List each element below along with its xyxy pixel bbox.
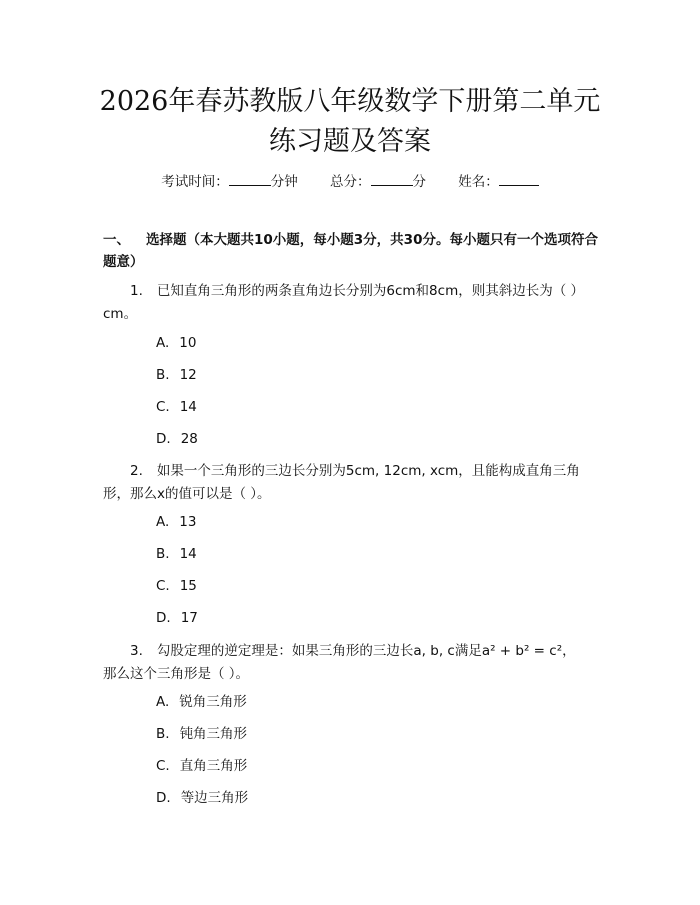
- exam-time-field: [161, 174, 298, 190]
- option-label: B.: [156, 367, 170, 383]
- exam-info-line: [0, 170, 700, 190]
- question-2-option-c: [156, 576, 197, 596]
- question-1-option-a: [156, 333, 196, 353]
- option-label: C.: [156, 758, 170, 774]
- question-number: 2.: [130, 463, 143, 479]
- student-name-blank: [499, 173, 539, 186]
- total-score-blank: [371, 173, 413, 186]
- option-text: 13: [179, 514, 197, 530]
- total-score-label: 总分：: [330, 174, 371, 190]
- option-text: 锐角三角形: [179, 694, 247, 710]
- section-heading: [103, 229, 603, 273]
- option-label: B.: [156, 726, 170, 742]
- option-label: C.: [156, 578, 170, 594]
- option-text: 钝角三角形: [179, 726, 248, 742]
- question-text: 如果一个三角形的三边长分别为5cm, 12cm, xcm，且能构成直角三角形，那么x的值可以是（ ）。: [103, 463, 580, 502]
- option-label: D.: [156, 790, 171, 806]
- question-2-option-b: [156, 544, 197, 564]
- option-label: D.: [156, 610, 171, 626]
- option-text: 28: [180, 431, 198, 447]
- question-2: [103, 460, 581, 506]
- option-label: B.: [156, 546, 170, 562]
- question-1-option-d: [156, 429, 198, 449]
- question-1-option-c: [156, 397, 197, 417]
- exam-time-unit: 分钟: [270, 174, 298, 190]
- total-score-unit: 分: [412, 174, 426, 190]
- question-text: 已知直角三角形的两条直角边长分别为6cm和8cm，则其斜边长为（ ）cm。: [103, 283, 578, 322]
- student-name-field: [458, 174, 539, 190]
- option-label: A.: [156, 335, 170, 351]
- option-label: C.: [156, 399, 170, 415]
- option-text: 14: [179, 399, 197, 415]
- option-label: D.: [156, 431, 171, 447]
- question-number: 1.: [130, 283, 143, 299]
- total-score-field: [330, 174, 426, 190]
- question-3-option-b: [156, 724, 247, 744]
- option-text: 10: [179, 335, 197, 351]
- question-2-option-a: [156, 512, 196, 532]
- question-text: 勾股定理的逆定理是：如果三角形的三边长a, b, c满足a² + b² = c²，那么这个三角形是（ ）。: [103, 643, 576, 682]
- option-label: A.: [156, 514, 170, 530]
- option-text: 17: [180, 610, 198, 626]
- option-text: 直角三角形: [179, 758, 248, 774]
- option-text: 14: [179, 546, 197, 562]
- option-label: A.: [156, 694, 170, 710]
- question-1-option-b: [156, 365, 197, 385]
- question-3-option-d: [156, 788, 248, 808]
- page-title: 2026年春苏教版八年级数学下册第二单元练习题及答案: [99, 86, 601, 157]
- question-3-option-c: [156, 756, 247, 776]
- exam-time-label: 考试时间：: [161, 174, 229, 190]
- option-text: 12: [179, 367, 197, 383]
- section-heading-text: 选择题（本大题共10小题，每小题3分，共30分。每小题只有一个选项符合题意）: [103, 232, 598, 270]
- question-3-option-a: [156, 692, 247, 712]
- question-number: 3.: [130, 643, 143, 659]
- section-number: 一、: [103, 232, 130, 248]
- exam-time-blank: [229, 173, 271, 186]
- option-text: 等边三角形: [180, 790, 249, 806]
- question-2-option-d: [156, 608, 198, 628]
- question-3: [103, 640, 581, 686]
- question-1: [103, 280, 581, 326]
- option-text: 15: [179, 578, 197, 594]
- student-name-label: 姓名：: [458, 174, 499, 190]
